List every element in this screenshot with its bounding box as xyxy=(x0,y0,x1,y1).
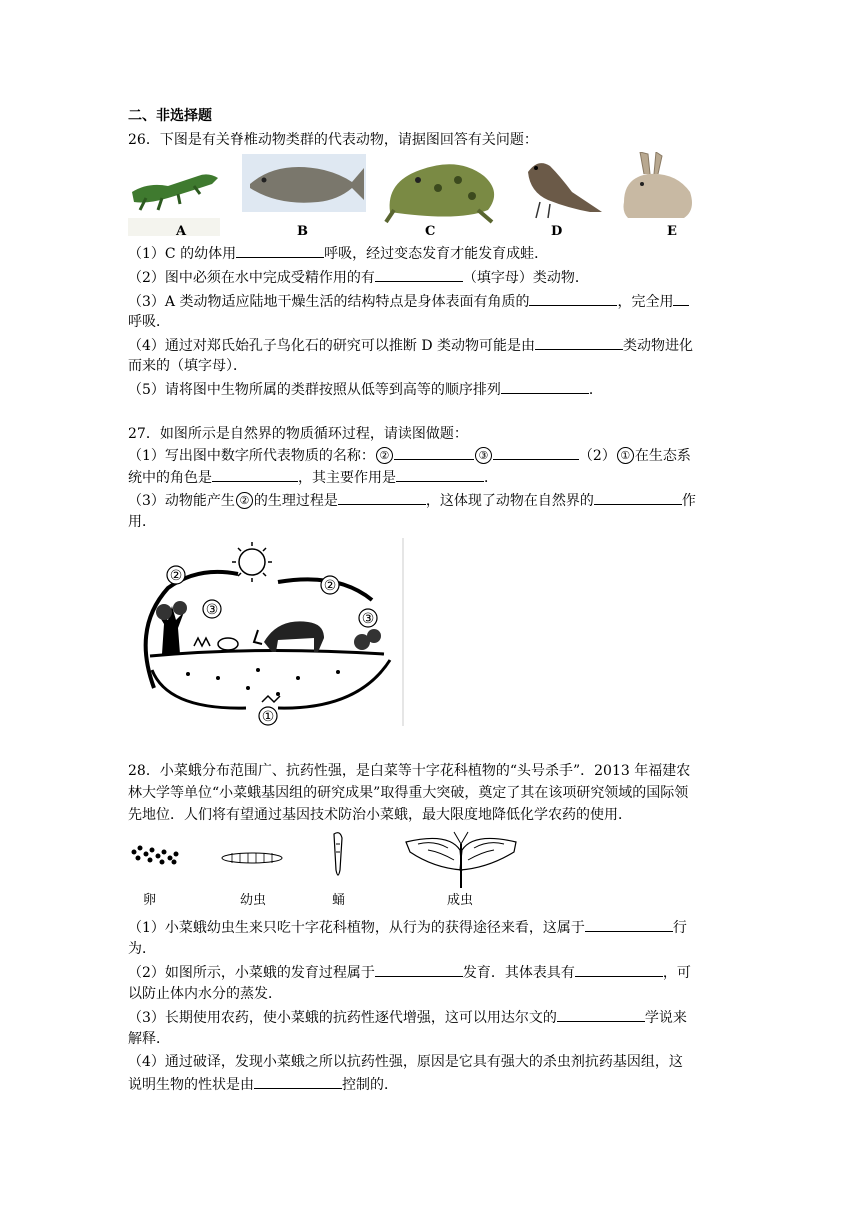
stage-label-adult: 成虫 xyxy=(447,893,474,908)
q26-stem: 26．下图是有关脊椎动物类群的代表动物，请据图回答有关问题： xyxy=(128,132,538,148)
q28-part3: （3）长期使用农药，使小菜蛾的抗药性逐代增强，这可以用达尔文的 学说来 xyxy=(128,1007,687,1028)
crocodile-picture xyxy=(128,174,220,236)
pupa-picture xyxy=(334,833,342,875)
q26-part1: （1）C 的幼体用 呼吸，经过变态发育才能发育成蛙． xyxy=(128,243,548,264)
q27-stem: 27．如图所示是自然界的物质循环过程，请读图做题： xyxy=(128,426,468,442)
adult-moth-picture xyxy=(406,832,516,888)
section-title: 二、非选择题 xyxy=(128,108,212,124)
blank[interactable] xyxy=(575,962,663,977)
q26-part3-cont: 呼吸． xyxy=(128,314,170,330)
animal-label-e: E xyxy=(667,224,677,239)
q26-part4-cont: 而来的（填字母）． xyxy=(128,358,247,374)
larva-picture xyxy=(222,853,282,863)
q28-stem-line3: 先地位．人们将有望通过基因技术防治小菜蛾，最大限度地降低化学农药的使用． xyxy=(128,807,632,823)
animal-label-c: C xyxy=(425,224,436,239)
blank[interactable] xyxy=(338,490,426,505)
blank[interactable] xyxy=(236,243,324,258)
q28-part4-cont: 说明生物的性状是由 控制的． xyxy=(128,1074,398,1095)
q26-part2: （2）图中必须在水中完成受精作用的有 （填字母）类动物． xyxy=(128,267,589,288)
moth-lifecycle-figure xyxy=(128,830,520,892)
blank[interactable] xyxy=(557,1007,645,1022)
blank[interactable] xyxy=(375,962,463,977)
frog-picture xyxy=(386,164,494,222)
q26-part3: （3）A 类动物适应陆地干燥生活的结构特点是身体表面有角质的 ，完全用 xyxy=(128,291,689,312)
diagram-mark-2-left: ② xyxy=(169,568,183,584)
blank[interactable] xyxy=(594,490,682,505)
tree-picture xyxy=(156,601,187,654)
blank[interactable] xyxy=(501,379,589,394)
diagram-mark-2-right: ② xyxy=(323,578,337,594)
q28-part2: （2）如图所示，小菜蛾的发育过程属于 发育．其体表具有 ，可 xyxy=(128,962,691,983)
q28-part1-cont: 为． xyxy=(128,941,156,957)
animal-label-d: D xyxy=(551,224,563,239)
stage-label-egg: 卵 xyxy=(143,893,157,908)
sun-icon xyxy=(232,542,272,582)
blank[interactable] xyxy=(585,917,673,932)
diagram-mark-3-left: ③ xyxy=(205,602,219,618)
blank[interactable] xyxy=(212,467,298,482)
q26-part5: （5）请将图中生物所属的类群按照从低等到高等的顺序排列 ． xyxy=(128,379,603,400)
q28-part2-cont: 以防止体内水分的蒸发． xyxy=(128,986,282,1002)
rabbit-picture xyxy=(624,152,693,218)
blank[interactable] xyxy=(529,291,617,306)
mark-2: ② xyxy=(376,447,393,464)
q27-part3-cont: 用． xyxy=(128,514,156,530)
q26-part4: （4）通过对郑氏始孔子鸟化石的研究可以推断 D 类动物可能是由 类动物进化 xyxy=(128,335,693,356)
q28-part3-cont: 解释． xyxy=(128,1031,170,1047)
deer-picture xyxy=(254,621,324,652)
mark-1: ① xyxy=(617,447,634,464)
blank[interactable] xyxy=(535,335,623,350)
diagram-mark-3-right: ③ xyxy=(361,611,375,627)
q28-stem-line1: 28．小菜蛾分布范围广、抗药性强，是白菜等十字花科植物的“头号杀手”．2013 年福建农 xyxy=(128,763,691,779)
eggs-picture xyxy=(132,846,179,865)
animal-label-a: A xyxy=(176,224,187,239)
blank[interactable] xyxy=(396,467,484,482)
blank[interactable] xyxy=(394,445,474,460)
q28-part1: （1）小菜蛾幼虫生来只吃十字花科植物，从行为的获得途径来看，这属于 行 xyxy=(128,917,687,938)
q27-part3: （3）动物能产生 ② 的生理过程是 ，这体现了动物在自然界的 作 xyxy=(128,490,696,511)
mark-2: ② xyxy=(236,492,253,509)
blank[interactable] xyxy=(375,267,463,282)
matter-cycle-diagram xyxy=(128,538,404,726)
mark-3: ③ xyxy=(475,447,492,464)
q28-part4: （4）通过破译，发现小菜蛾之所以抗药性强，原因是它具有强大的杀虫剂抗药基因组，这 xyxy=(128,1054,683,1070)
blank[interactable] xyxy=(254,1074,342,1089)
q27-part1-cont: 统中的角色是 ，其主要作用是 ． xyxy=(128,467,498,488)
blank[interactable] xyxy=(673,291,689,306)
carp-picture xyxy=(242,154,366,212)
animal-label-b: B xyxy=(297,224,308,239)
stage-label-pupa: 蛹 xyxy=(332,893,346,908)
blank[interactable] xyxy=(493,445,579,460)
q27-part1: （1）写出图中数字所代表物质的名称： ② ③ （2） ① 在生态系 xyxy=(128,445,691,466)
diagram-mark-1: ① xyxy=(261,709,275,725)
stage-label-larva: 幼虫 xyxy=(240,893,267,908)
q28-stem-line2: 林大学等单位“小菜蛾基因组的研究成果”取得重大突破，奠定了其在该项研究领域的国际领 xyxy=(128,785,689,801)
sparrow-picture xyxy=(528,163,602,218)
